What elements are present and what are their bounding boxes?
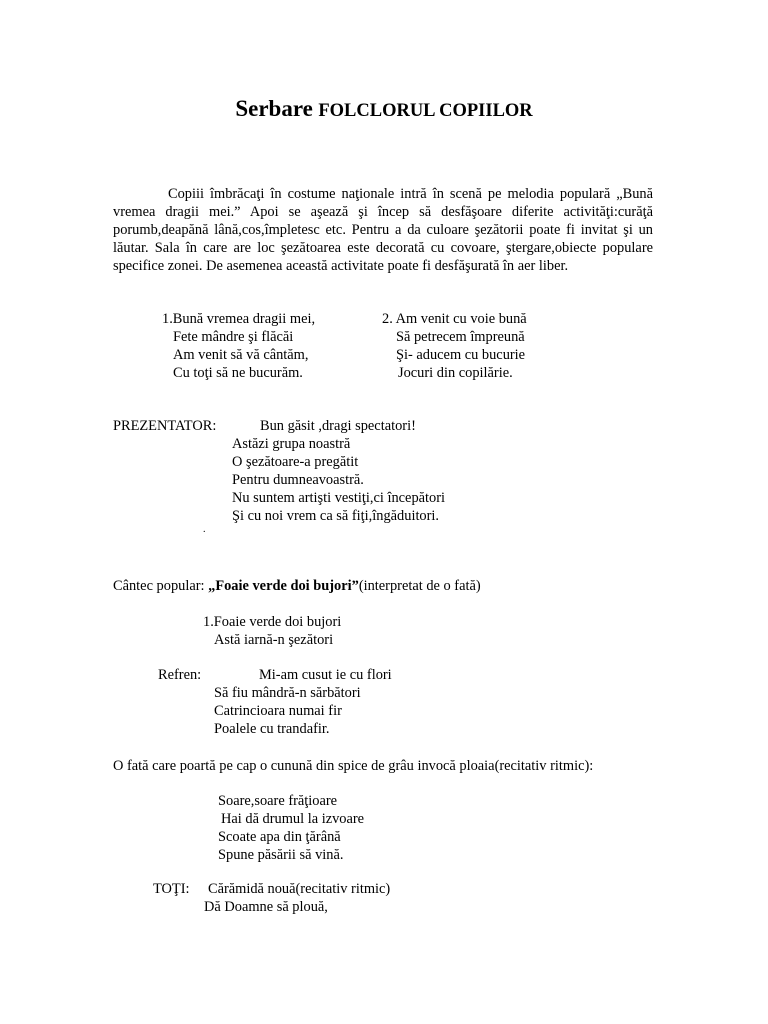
title-prefix: Serbare <box>235 96 313 121</box>
stanza-two-line: Jocuri din copilărie. <box>398 365 513 381</box>
page-title <box>0 96 768 124</box>
song-verse-line: 1.Foaie verde doi bujori <box>203 614 342 630</box>
refrain-line: Catrincioara numai fir <box>214 703 342 719</box>
stanza-one-line: Am venit să vă cântăm, <box>173 347 309 363</box>
all-line: Dă Doamne să plouă, <box>204 899 328 915</box>
chant-verse <box>218 792 364 864</box>
chant-line: Scoate apa din ţărână <box>218 829 341 845</box>
song-name: „Foaie verde doi bujori” <box>208 578 359 594</box>
stanza-one-line: Fete mândre şi flăcăi <box>173 329 294 345</box>
song-prefix: Cântec popular: <box>113 578 205 594</box>
stanza-one-line: Cu toţi să ne bucurăm. <box>173 365 303 381</box>
presenter-verse-line: O şezătoare-a pregătit <box>232 454 359 470</box>
all-line: Cărămidă nouă(recitativ ritmic) <box>208 881 391 897</box>
title-main: FOLCLORUL COPIILOR <box>318 101 533 121</box>
refrain-line: Mi-am cusut ie cu flori <box>259 667 392 683</box>
chant-line: Soare,soare frăţioare <box>218 793 338 809</box>
chant-line: Hai dă drumul la izvoare <box>221 811 365 827</box>
chant-line: Spune păsării să vină. <box>218 847 344 863</box>
stray-mark: . <box>203 524 206 535</box>
song-verse-line: Astă iarnă-n şezători <box>214 632 334 648</box>
refrain-verse <box>214 684 361 738</box>
presenter-verse-line: Astăzi grupa noastră <box>232 436 351 452</box>
refrain-line: Poalele cu trandafir. <box>214 721 330 737</box>
stanza-two-line: 2. Am venit cu voie bună <box>382 311 527 327</box>
chant-intro: O fată care poartă pe cap o cunună din spice de grâu invocă ploaia(recitativ ritmic): <box>113 758 594 774</box>
presenter-verse-line: Pentru dumneavoastră. <box>232 472 364 488</box>
stanza-one-line: 1.Bună vremea dragii mei, <box>162 311 316 327</box>
presenter-verse-line: Nu suntem artişti vestiţi,ci începători <box>232 490 446 506</box>
stanza-two-line: Să petrecem împreună <box>396 329 525 345</box>
presenter-first-line: Bun găsit ,dragi spectatori! <box>260 418 416 434</box>
intro-paragraph <box>113 185 653 275</box>
song-heading <box>113 577 481 595</box>
intro-text: Copiii îmbrăcaţi în costume naţionale intră în scenă pe melodia populară „Bună vremea dragii mei.” Apoi se aşează şi încep să desfăşoare diferite activităţi:curăţă porumb,deapănă lână,cos,împletesc etc. Pentru a da culoare şezătorii poate fi invitat şi un lăutar. Sala în care are loc şezătoarea este decorată cu covoare, ştergare,obiecte populare specifice zonei. De asemenea această activitate poate fi desfăşurată în aer liber. <box>113 186 653 274</box>
stanza-one <box>162 310 315 382</box>
all-label: TOŢI: <box>153 881 190 897</box>
stanza-two <box>382 310 527 382</box>
presenter-verse-line: Şi cu noi vrem ca să fiţi,îngăduitori. <box>232 508 440 524</box>
refrain-line: Să fiu mândră-n sărbători <box>214 685 361 701</box>
presenter-verse <box>232 435 445 525</box>
presenter-line <box>113 417 416 435</box>
song-suffix: (interpretat de o fată) <box>358 578 481 594</box>
stanza-two-line: Şi- aducem cu bucurie <box>396 347 526 363</box>
presenter-label: PREZENTATOR: <box>113 418 217 434</box>
song-verse <box>203 613 341 649</box>
refrain-label: Refren: <box>158 667 202 683</box>
